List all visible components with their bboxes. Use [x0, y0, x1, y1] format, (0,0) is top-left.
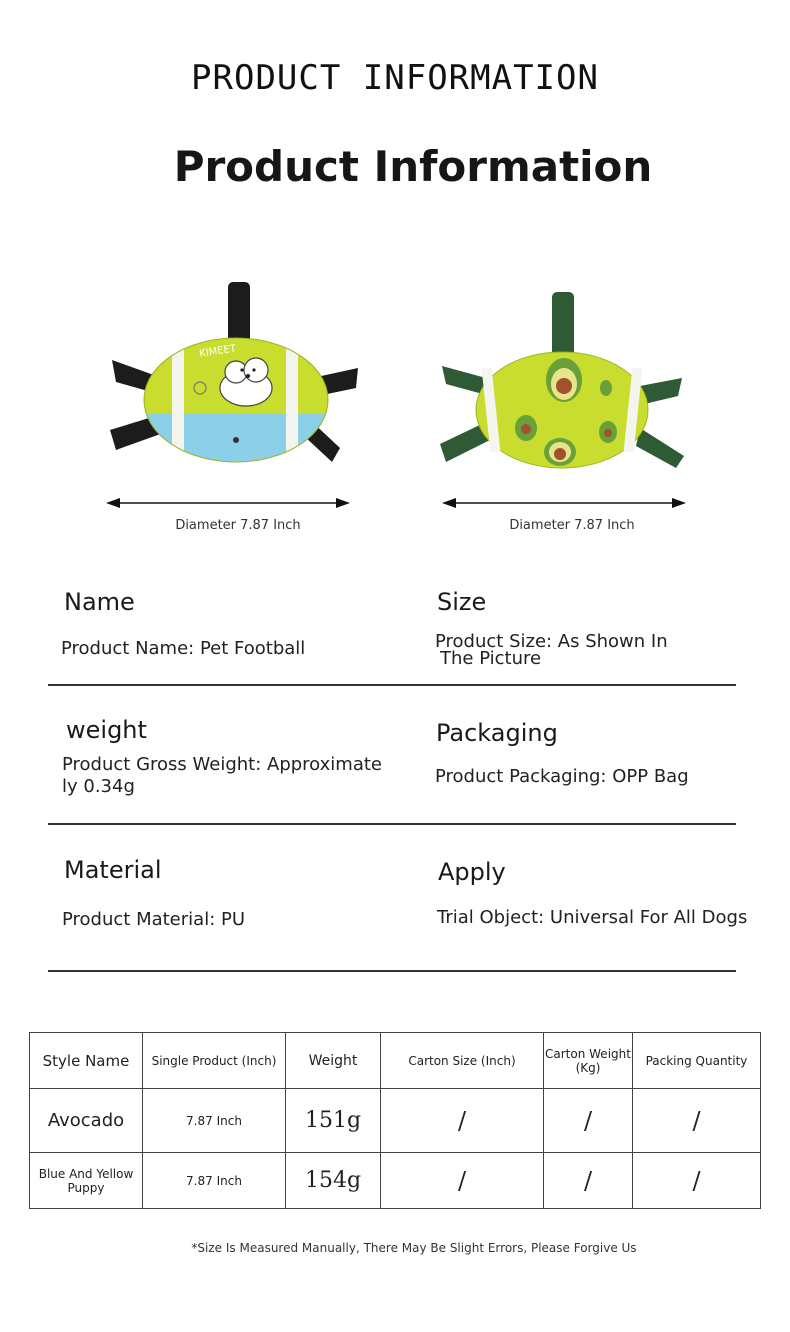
- divider: [48, 970, 736, 972]
- specification-table: [29, 1032, 761, 1209]
- spec-heading-weight: weight: [66, 716, 147, 744]
- spec-text-size-line2: The Picture: [440, 648, 542, 669]
- spec-text-packaging: Product Packaging: OPP Bag: [435, 766, 689, 787]
- table-row: [30, 1153, 761, 1209]
- table-cell: 154g: [286, 1153, 381, 1209]
- spec-heading-apply: Apply: [438, 858, 506, 886]
- table-header-row: [30, 1033, 761, 1089]
- table-cell: Avocado: [30, 1089, 143, 1153]
- diameter-arrow: [442, 497, 686, 509]
- product-caption: Diameter 7.87 Inch: [509, 518, 635, 533]
- table-cell: /: [633, 1153, 761, 1209]
- table-header-cell: Style Name: [30, 1033, 143, 1089]
- table-cell: /: [633, 1089, 761, 1153]
- table-header-cell: Packing Quantity: [633, 1033, 761, 1089]
- spec-text-name: Product Name: Pet Football: [61, 638, 306, 659]
- spec-text-apply: Trial Object: Universal For All Dogs: [437, 907, 748, 928]
- table-header-cell: Single Product (Inch): [143, 1033, 286, 1089]
- table-cell: 7.87 Inch: [143, 1089, 286, 1153]
- table-header-cell: Carton Weight (Kg): [544, 1033, 633, 1089]
- avocado-football-image: [436, 288, 686, 478]
- spec-text-size-line1: Product Size: As Shown In: [435, 631, 668, 652]
- ball-brand-text: KIMEET: [198, 343, 237, 360]
- table-cell: 7.87 Inch: [143, 1153, 286, 1209]
- spec-heading-size: Size: [437, 588, 487, 616]
- table-row: [30, 1089, 761, 1153]
- divider: [48, 823, 736, 825]
- spec-heading-packaging: Packaging: [436, 719, 558, 747]
- product-caption: Diameter 7.87 Inch: [175, 518, 301, 533]
- puppy-football-image: [100, 278, 370, 478]
- divider: [48, 684, 736, 686]
- banner-glitch-title: PRODUCT INFORMATION: [191, 58, 599, 98]
- table-cell: /: [381, 1089, 544, 1153]
- table-cell: 151g: [286, 1089, 381, 1153]
- spec-heading-material: Material: [64, 856, 162, 884]
- spec-text-material: Product Material: PU: [62, 909, 246, 930]
- table-header-cell: Carton Size (Inch): [381, 1033, 544, 1089]
- table-cell: Blue And Yellow Puppy: [30, 1153, 143, 1209]
- table-cell: /: [381, 1153, 544, 1209]
- spec-text-weight-line1: Product Gross Weight: Approximate: [62, 754, 382, 775]
- table-cell: /: [544, 1089, 633, 1153]
- spec-heading-name: Name: [64, 588, 135, 616]
- spec-text-weight-line2: ly 0.34g: [62, 776, 135, 797]
- table-header-cell: Weight: [286, 1033, 381, 1089]
- page-title: Product Information: [173, 142, 653, 191]
- table-cell: /: [544, 1153, 633, 1209]
- size-disclaimer: *Size Is Measured Manually, There May Be Slight Errors, Please Forgive Us: [191, 1241, 637, 1255]
- diameter-arrow: [106, 497, 350, 509]
